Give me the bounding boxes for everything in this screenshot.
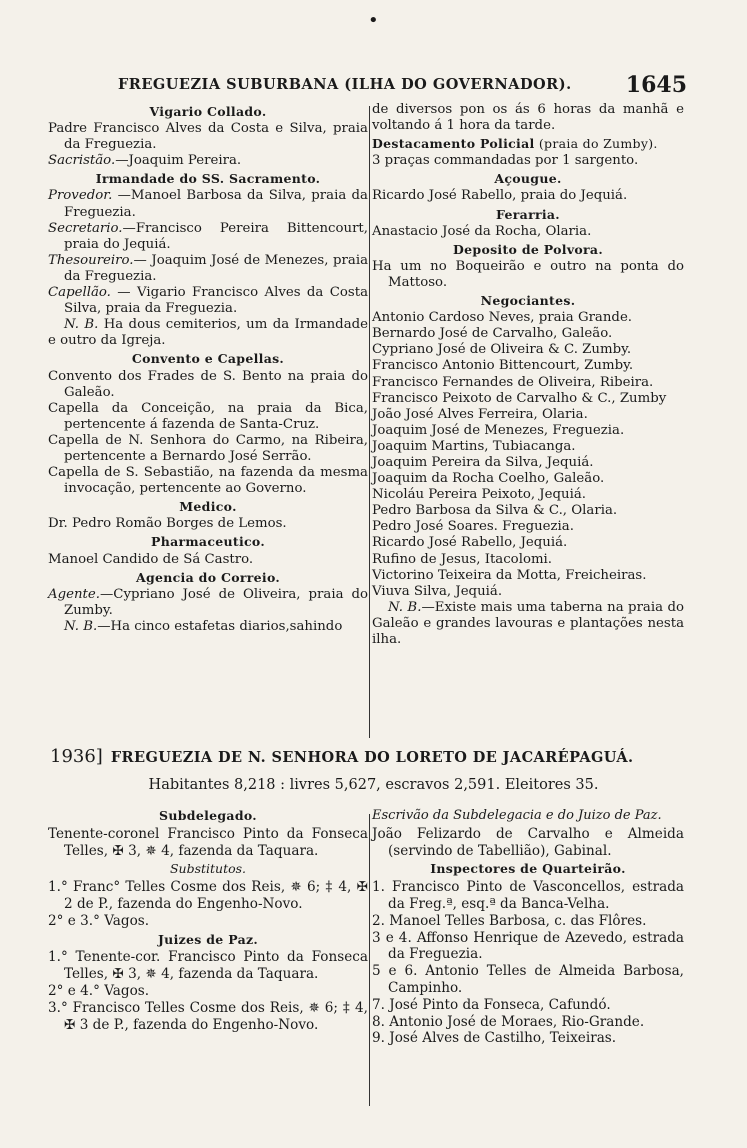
entry-secretario — [48, 221, 368, 253]
entry-label: Capellão. — [48, 285, 111, 301]
heading-vigario: Vigario Collado. — [149, 104, 267, 119]
entry-subdelegado: Tenente-coronel Francisco Pinto da Fonseca Telles, ✠ 3, ✵ 4, fazenda da Taquara. — [48, 825, 368, 859]
entry-juiz-1: 1.° Tenente-cor. Francisco Pinto da Fonseca Telles, ✠ 3, ✵ 4, fazenda da Taquara. — [48, 949, 368, 983]
section-number: 1936] — [50, 746, 103, 767]
entry-pharmaceutico: Manoel Candido de Sá Castro. — [48, 551, 254, 567]
entry-thesoureiro — [48, 253, 368, 285]
entry-label: Sacristão. — [48, 153, 116, 169]
list-item: 7. José Pinto da Fonseca, Cafundó. — [372, 996, 611, 1013]
list-item: Antonio Cardoso Neves, praia Grande. — [372, 310, 633, 326]
entry-medico: Dr. Pedro Romão Borges de Lemos. — [48, 516, 287, 532]
note-text: —Ha cinco estafetas diarios,sahindo — [97, 618, 343, 634]
note-label: N. B. — [64, 618, 98, 634]
column-divider-bottom — [369, 814, 370, 1106]
heading-inspectores: Inspectores de Quarteirão. — [430, 861, 626, 877]
entry-text: —Joaquim Pereira. — [115, 153, 242, 169]
list-item: Joaquim José de Menezes, Freguezia. — [372, 422, 625, 438]
entry-polvora: Ha um no Boqueirão e outro na ponta do Mattoso. — [372, 258, 684, 290]
heading-negociantes: Negociantes. — [480, 293, 576, 309]
continuation-text: de diversos pon os ás 6 horas da manhã e voltando á 1 hora da tarde. — [372, 102, 684, 134]
list-item: 2. Manoel Telles Barbosa, c. das Flôres. — [372, 912, 647, 929]
entry-substitutos-vagos: 2° e 3.° Vagos. — [48, 912, 150, 929]
list-item: Francisco Fernandes de Oliveira, Ribeira. — [372, 374, 654, 390]
entry-text: — Joaquim José de Menezes, praia da Freguezia. — [64, 252, 368, 284]
note-label: N. B. — [64, 317, 99, 333]
note-negociantes — [372, 600, 684, 648]
entry-sacristao — [48, 153, 368, 169]
population-line: Habitantes 8,218 : livres 5,627, escravos 2,591. Eleitores 35. — [148, 777, 599, 793]
list-item: Bernardo José de Carvalho, Galeão. — [372, 326, 613, 342]
heading-subdelegado: Subdelegado. — [159, 808, 257, 823]
list-item: 1. Francisco Pinto de Vasconcellos, estrada da Freg.ª, esq.ª da Banca-Velha. — [372, 879, 684, 912]
entry-text: —Francisco Pereira Bittencourt, praia do Jequiá. — [64, 220, 368, 252]
list-item: Viuva Silva, Jequiá. — [372, 583, 503, 599]
heading-medico: Medico. — [179, 499, 237, 515]
inspectores-list — [372, 879, 684, 1047]
entry-escrivao: João Felizardo de Carvalho e Almeida (servindo de Tabellião), Gabinal. — [372, 825, 684, 859]
section-title: FREGUEZIA DE N. SENHORA DO LORETO DE JACARÉPAGUÁ. — [110, 749, 634, 766]
list-item: Joaquim da Rocha Coelho, Galeão. — [372, 471, 605, 487]
entry-vigario: Padre Francisco Alves da Costa e Silva, praia da Freguezia. — [48, 121, 368, 153]
heading-escrivao: Escrivão da Subdelegacia e do Juizo de Paz. — [372, 808, 662, 823]
entry-capella-carmo: Capella de N. Senhora do Carmo, na Ribeira, pertencente a Bernardo José Serrão. — [48, 432, 368, 464]
entry-capella-conceicao: Capella da Conceição, na praia da Bica, pertencente á fazenda de Santa-Cruz. — [48, 400, 368, 432]
section-heading — [50, 746, 687, 767]
list-item: Joaquim Martins, Tubiacanga. — [372, 438, 576, 454]
right-column — [372, 102, 684, 648]
entry-label: Thesoureiro. — [48, 252, 134, 268]
entry-provedor — [48, 188, 368, 220]
heading-acougue: Açougue. — [494, 171, 562, 187]
note-text: —Existe mais uma taberna na praia do Galeão e grandes lavouras e plantações nesta ilha. — [372, 599, 684, 647]
note-correio — [48, 619, 368, 635]
list-item: 3 e 4. Affonso Henrique de Azevedo, estrada da Freguezia. — [372, 929, 684, 963]
column-divider-top — [369, 106, 370, 738]
list-item: Pedro Barbosa da Silva & C., Olaria. — [372, 503, 618, 519]
entry-convento: Convento dos Frades de S. Bento na praia do Galeão. — [48, 368, 368, 400]
list-item: 9. José Alves de Castilho, Teixeiras. — [372, 1030, 617, 1047]
page-mark: • — [368, 10, 379, 31]
list-item: Joaquim Pereira da Silva, Jequiá. — [372, 454, 594, 470]
list-item: Francisco Antonio Bittencourt, Zumby. — [372, 358, 634, 374]
heading-pharmaceutico: Pharmaceutico. — [151, 534, 265, 550]
header-title: FREGUEZIA SUBURBANA (ILHA DO GOVERNADOR). — [118, 76, 572, 93]
list-item: Francisco Peixoto de Carvalho & C., Zumby — [372, 390, 667, 406]
heading-text: Destacamento Policial — [372, 136, 535, 152]
entry-agente — [48, 587, 368, 619]
heading-polvora: Deposito de Polvora. — [453, 241, 603, 257]
list-item: Nicoláu Pereira Peixoto, Jequiá. — [372, 487, 586, 503]
entry-label: Secretario. — [48, 220, 123, 236]
entry-text: — Vigario Francisco Alves da Costa Silva, praia da Freguezia. — [64, 285, 368, 317]
entry-label: Provedor. — [48, 188, 113, 204]
heading-convento: Convento e Capellas. — [131, 351, 285, 367]
note-label: N. B. — [388, 599, 422, 615]
entry-acougue: Ricardo José Rabello, praia do Jequiá. — [372, 188, 628, 204]
list-item: Rufino de Jesus, Itacolomi. — [372, 551, 553, 567]
heading-destacamento — [372, 136, 684, 152]
heading-ferraria: Ferarria. — [496, 206, 560, 222]
negociantes-list — [372, 310, 684, 600]
entry-text: —Manoel Barbosa da Silva, praia da Freguezia. — [64, 188, 368, 220]
list-item: 5 e 6. Antonio Telles de Almeida Barbosa, Campinho. — [372, 963, 684, 996]
entry-capella-sebastiao: Capella de S. Sebastião, na fazenda da mesma invocação, pertencente ao Governo. — [48, 465, 368, 497]
heading-suffix: (praia do Zumby). — [534, 136, 658, 152]
list-item: Ricardo José Rabello, Jequiá. — [372, 535, 568, 551]
entry-ferraria: Anastacio José da Rocha, Olaria. — [372, 223, 592, 239]
bottom-right-column — [372, 806, 684, 1047]
entry-label: Agente. — [48, 586, 100, 602]
entry-destacamento: 3 praças commandadas por 1 sargento. — [372, 153, 639, 169]
bottom-left-column — [48, 806, 368, 1033]
heading-substitutos: Substitutos. — [169, 861, 247, 877]
list-item: João José Alves Ferreira, Olaria. — [372, 406, 588, 422]
heading-correio: Agencia do Correio. — [135, 569, 281, 585]
entry-juizes-vagos: 2° e 4.° Vagos. — [48, 982, 150, 999]
list-item: Cypriano José de Oliveira & C. Zumby. — [372, 342, 632, 358]
page-number: 1645 — [625, 72, 687, 98]
list-item: 8. Antonio José de Moraes, Rio-Grande. — [372, 1013, 645, 1030]
list-item: Victorino Teixeira da Motta, Freicheiras. — [372, 567, 647, 583]
left-column — [48, 102, 368, 635]
note-text: Ha dous cemiterios, um da Irmandade e outro da Igreja. — [48, 317, 368, 349]
heading-irmandade: Irmandade do SS. Sacramento. — [95, 171, 321, 187]
entry-capellao — [48, 285, 368, 317]
running-header — [88, 74, 687, 102]
entry-substituto-1: 1.° Franc° Telles Cosme dos Reis, ✵ 6; ‡ 4, ✠ 2 de P., fazenda do Engenho-Novo. — [48, 879, 368, 912]
note-irmandade — [48, 317, 368, 349]
entry-text: —Cypriano José de Oliveira, praia do Zumby. — [64, 586, 368, 618]
entry-juiz-3: 3.° Francisco Telles Cosme dos Reis, ✵ 6; ‡ 4, ✠ 3 de P., fazenda do Engenho-Novo. — [48, 999, 368, 1033]
heading-juizes: Juizes de Paz. — [157, 931, 259, 947]
list-item: Pedro José Soares. Freguezia. — [372, 519, 574, 535]
